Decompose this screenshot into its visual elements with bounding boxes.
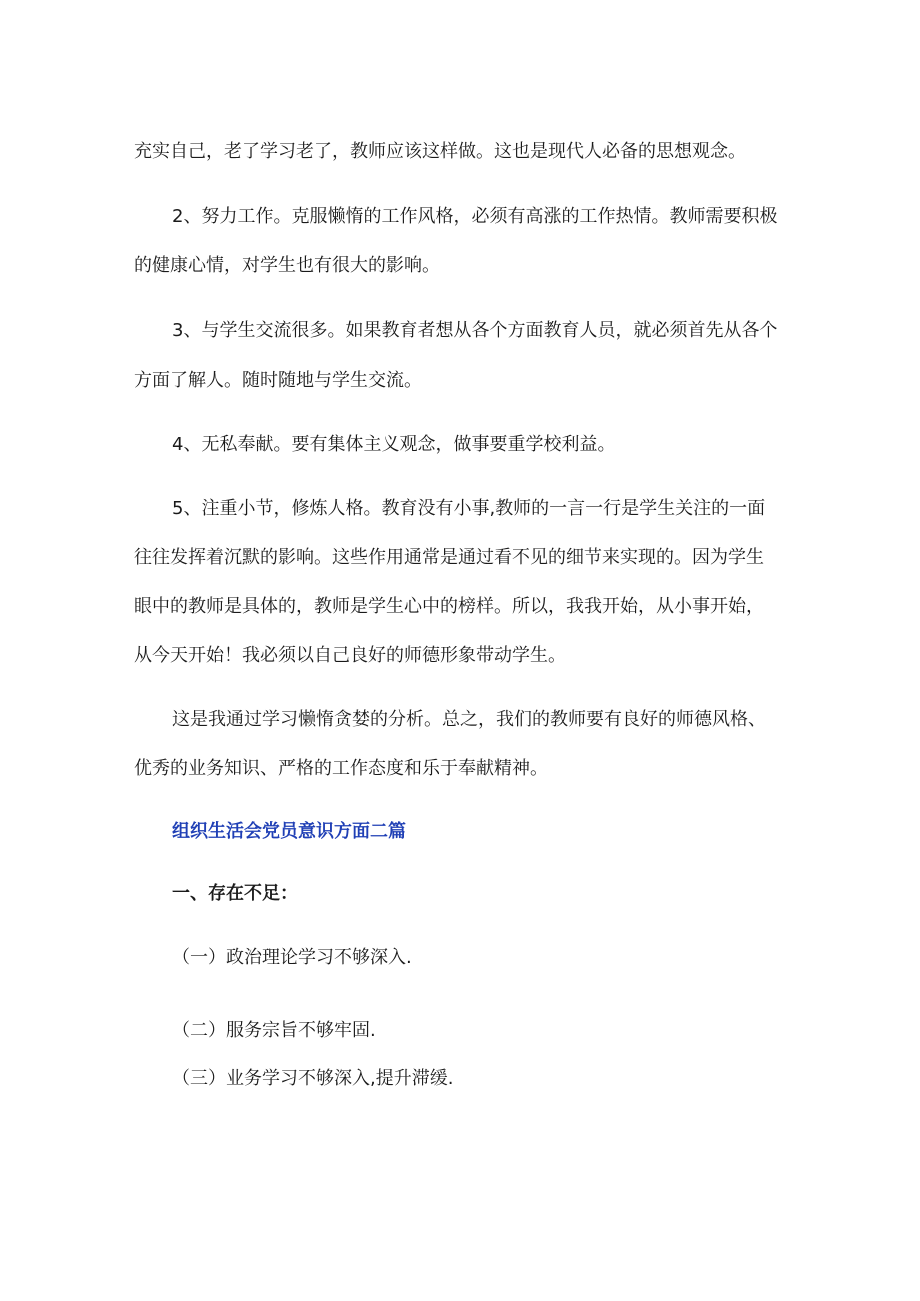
paragraph-6-line-1: 这是我通过学习懒惰贪婪的分析。总之，我们的教师要有良好的师德风格、 — [172, 709, 766, 730]
paragraph-4-line-1: 4、无私奉献。要有集体主义观念，做事要重学校利益。 — [172, 434, 616, 455]
paragraph-5-line-4: 从今天开始！我必须以自己良好的师德形象带动学生。 — [134, 645, 566, 666]
paragraph-5-line-3: 眼中的教师是具体的，教师是学生心中的榜样。所以，我我开始，从小事开始， — [134, 596, 764, 617]
paragraph-2-line-2: 的健康心情，对学生也有很大的影响。 — [134, 255, 440, 276]
section-title: 组织生活会党员意识方面二篇 — [172, 821, 406, 842]
list-item-2: （二）服务宗旨不够牢固. — [172, 1020, 376, 1041]
paragraph-6-line-2: 优秀的业务知识、严格的工作态度和乐于奉献精神。 — [134, 758, 548, 779]
list-item-3: （三）业务学习不够深入,提升滞缓. — [172, 1068, 454, 1089]
paragraph-3-line-1: 3、与学生交流很多。如果教育者想从各个方面教育人员，就必须首先从各个 — [172, 320, 778, 341]
paragraph-5-line-2: 往往发挥着沉默的影响。这些作用通常是通过看不见的细节来实现的。因为学生 — [134, 547, 764, 568]
paragraph-3-line-2: 方面了解人。随时随地与学生交流。 — [134, 370, 422, 391]
paragraph-5-line-1: 5、注重小节，修炼人格。教育没有小事,教师的一言一行是学生关注的一面 — [172, 498, 766, 519]
paragraph-1-line-1: 充实自己，老了学习老了，教师应该这样做。这也是现代人必备的思想观念。 — [134, 141, 746, 162]
paragraph-2-line-1: 2、努力工作。克服懒惰的工作风格，必须有高涨的工作热情。教师需要积极 — [172, 206, 778, 227]
list-item-1: （一）政治理论学习不够深入. — [172, 947, 412, 968]
subsection-title: 一、存在不足： — [172, 883, 298, 904]
